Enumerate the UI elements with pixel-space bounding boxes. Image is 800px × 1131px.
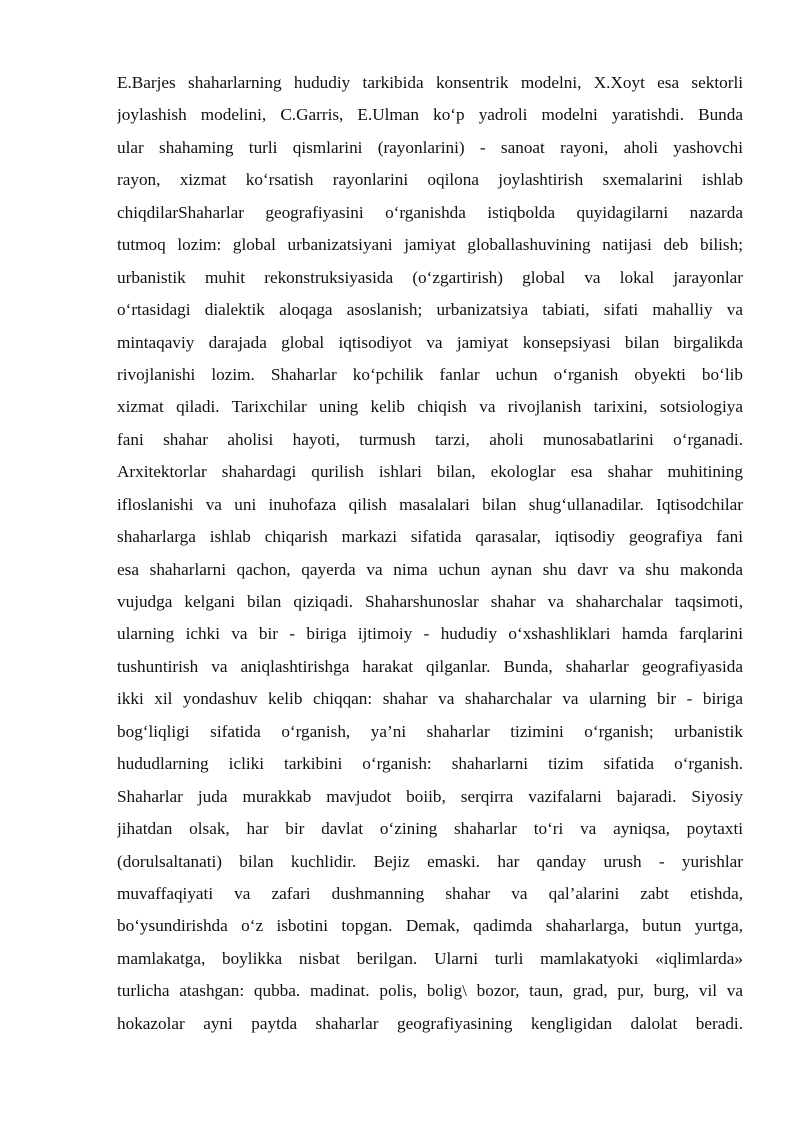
text-line: o‘rtasidagi dialektik aloqaga asoslanish; urbanizatsiya tabiati, sifati mahalliy va	[117, 300, 743, 320]
text-line: mamlakatga, boylikka nisbat berilgan. Ularni turli mamlakatyoki «iqlimlarda»	[117, 948, 743, 968]
text-line: shaharlarga ishlab chiqarish markazi sifatida qarasalar, iqtisodiy geografiya fani	[117, 527, 743, 547]
text-line: hokazolar ayni paytda shaharlar geografiyasining kengligidan dalolat beradi.	[117, 1013, 743, 1033]
text-line: bog‘liqligi sifatida o‘rganish, ya’ni shaharlar tizimini o‘rganish; urbanistik	[117, 721, 743, 741]
text-line: ular shahaming turli qismlarini (rayonlarini) - sanoat rayoni, aholi yashovchi	[117, 137, 743, 157]
text-line: (dorulsaltanati) bilan kuchlidir. Bejiz emaski. har qanday urush - yurishlar	[117, 851, 743, 871]
text-line: tutmoq lozim: global urbanizatsiyani jamiyat globallashuvining natijasi deb bilish;	[117, 235, 743, 255]
text-line: xizmat qiladi. Tarixchilar uning kelib chiqish va rivojlanish tarixini, sotsiologiya	[117, 397, 743, 417]
text-line: Arxitektorlar shahardagi qurilish ishlari bilan, ekologlar esa shahar muhitining	[117, 462, 743, 482]
document-page	[117, 67, 743, 1040]
text-line: muvaffaqiyati va zafari dushmanning shahar va qal’alarini zabt etishda,	[117, 883, 743, 903]
text-line: urbanistik muhit rekonstruksiyasida (o‘zgartirish) global va lokal jarayonlar	[117, 267, 743, 287]
text-line: ularning ichki va bir - biriga ijtimoiy - hududiy o‘xshashliklari hamda farqlarini	[117, 624, 743, 644]
text-line: ikki xil yondashuv kelib chiqqan: shahar va shaharchalar va ularning bir - biriga	[117, 689, 743, 709]
text-line: turlicha atashgan: qubba. madinat. polis, bolig\ bozor, taun, grad, pur, burg, vil va	[117, 981, 743, 1001]
text-line: mintaqaviy darajada global iqtisodiyot va jamiyat konsepsiyasi bilan birgalikda	[117, 332, 743, 352]
text-line: Shaharlar juda murakkab mavjudot boiib, serqirra vazifalarni bajaradi. Siyosiy	[117, 786, 743, 806]
text-line: chiqdilarShaharlar geografiyasini o‘rganishda istiqbolda quyidagilarni nazarda	[117, 202, 743, 222]
text-line: rivojlanishi lozim. Shaharlar ko‘pchilik fanlar uchun o‘rganish obyekti bo‘lib	[117, 364, 743, 384]
text-line: E.Barjes shaharlarning hududiy tarkibida konsentrik modelni, X.Xoyt esa sektorli	[117, 73, 743, 92]
text-line: hududlarning icliki tarkibini o‘rganish: shaharlarni tizim sifatida o‘rganish.	[117, 754, 743, 774]
text-line: esa shaharlarni qachon, qayerda va nima uchun aynan shu davr va shu makonda	[117, 559, 743, 579]
text-line: fani shahar aholisi hayoti, turmush tarzi, aholi munosabatlarini o‘rganadi.	[117, 429, 743, 449]
text-line: vujudga kelgani bilan qiziqadi. Shaharshunoslar shahar va shaharchalar taqsimoti,	[117, 592, 743, 611]
text-line: rayon, xizmat ko‘rsatish rayonlarini oqilona joylashtirish sxemalarini ishlab	[117, 170, 743, 190]
text-line: ifloslanishi va uni inuhofaza qilish masalalari bilan shug‘ullanadilar. Iqtisodchilar	[117, 494, 743, 514]
text-line: jihatdan olsak, har bir davlat o‘zining shaharlar to‘ri va ayniqsa, poytaxti	[117, 819, 743, 839]
text-line: bo‘ysundirishda o‘z isbotini topgan. Demak, qadimda shaharlarga, butun yurtga,	[117, 916, 743, 936]
text-line: tushuntirish va aniqlashtirishga harakat qilganlar. Bunda, shaharlar geografiyasida	[117, 656, 743, 676]
text-line: joylashish modelini, C.Garris, E.Ulman ko‘p yadroli modelni yaratishdi. Bunda	[117, 105, 743, 125]
